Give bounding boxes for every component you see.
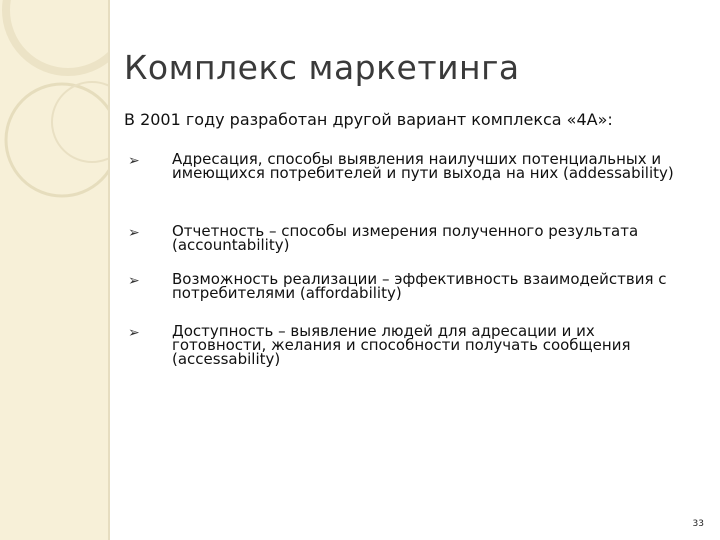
bullet-text: Адресация, способы выявления наилучших потенциальных и имеющихся потребителей и пути выхода на них (addessability) — [172, 150, 674, 182]
bullet-text: Отчетность – способы измерения полученного результата (accountability) — [172, 222, 639, 254]
decorative-rings — [0, 0, 108, 540]
decorative-sidebar — [0, 0, 108, 540]
slide-subtitle: В 2001 году разработан другой вариант комплекса «4А»: — [124, 110, 613, 129]
arrowhead-bullet-icon: ➢ — [128, 273, 140, 289]
arrowhead-bullet-icon: ➢ — [128, 325, 140, 341]
arrowhead-bullet-icon: ➢ — [128, 153, 140, 169]
page-number: 33 — [692, 519, 704, 529]
bullet-text: Возможность реализации – эффективность взаимодействия с потребителями (affordability) — [172, 270, 667, 302]
slide-title: Комплекс маркетинга — [124, 48, 520, 87]
sidebar-divider — [108, 0, 110, 540]
arrowhead-bullet-icon: ➢ — [128, 225, 140, 241]
bullet-text: Доступность – выявление людей для адресации и их готовности, желания и способности получать сообщения (accessability) — [172, 322, 631, 368]
